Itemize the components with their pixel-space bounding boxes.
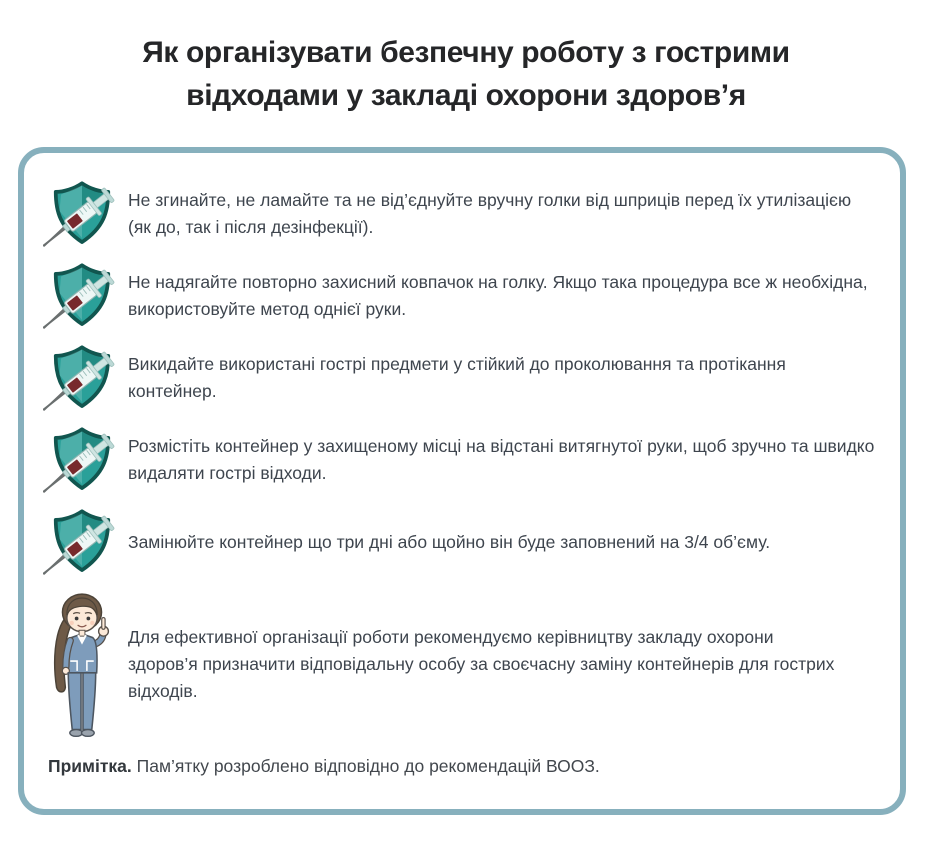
guideline-row-5 — [36, 501, 884, 583]
guideline-text-1: Не згинайте, не ламайте та не від’єднуйте вручну голки від шприців перед їх утилізацією (як до, так і після дезінфекції). — [128, 190, 852, 237]
guideline-text-3: Викидайте використані гострі предмети у стійкий до проколювання та протікання контейнер. — [128, 354, 786, 401]
footnote — [36, 753, 884, 779]
shield-syringe-icon — [36, 505, 128, 579]
guideline-row-3 — [36, 337, 884, 419]
guideline-text-2: Не надягайте повторно захисний ковпачок на голку. Якщо така процедура все ж необхідна, використовуйте метод однієї руки. — [128, 272, 868, 319]
recommendation-row — [36, 583, 884, 745]
footnote-text: Пам’ятку розроблено відповідно до рекомендацій ВООЗ. — [131, 756, 600, 776]
guideline-row-2 — [36, 255, 884, 337]
shield-syringe-icon — [36, 341, 128, 415]
memo-card — [18, 147, 906, 815]
guideline-row-4 — [36, 419, 884, 501]
page-title: Як організувати безпечну роботу з гострими відходами у закладі охорони здоров’я — [142, 36, 790, 112]
shield-syringe-icon — [36, 177, 128, 251]
guideline-text-4: Розмістіть контейнер у захищеному місці на відстані витягнутої руки, щоб зручно та швидко видаляти гострі відходи. — [128, 436, 875, 483]
shield-syringe-icon — [36, 423, 128, 497]
footnote-label: Примітка. — [48, 756, 132, 776]
nurse-illustration — [36, 585, 128, 743]
shield-syringe-icon — [36, 259, 128, 333]
guideline-text-5: Замінюйте контейнер що три дні або щойно він буде заповнений на 3/4 об’єму. — [128, 531, 771, 552]
guideline-row-1 — [36, 173, 884, 255]
recommendation-text: Для ефективної організації роботи рекомендуємо керівництву закладу охорони здоров’я призначити відповідальну особу за своєчасну заміну контейнерів для гострих відходів. — [128, 626, 835, 701]
